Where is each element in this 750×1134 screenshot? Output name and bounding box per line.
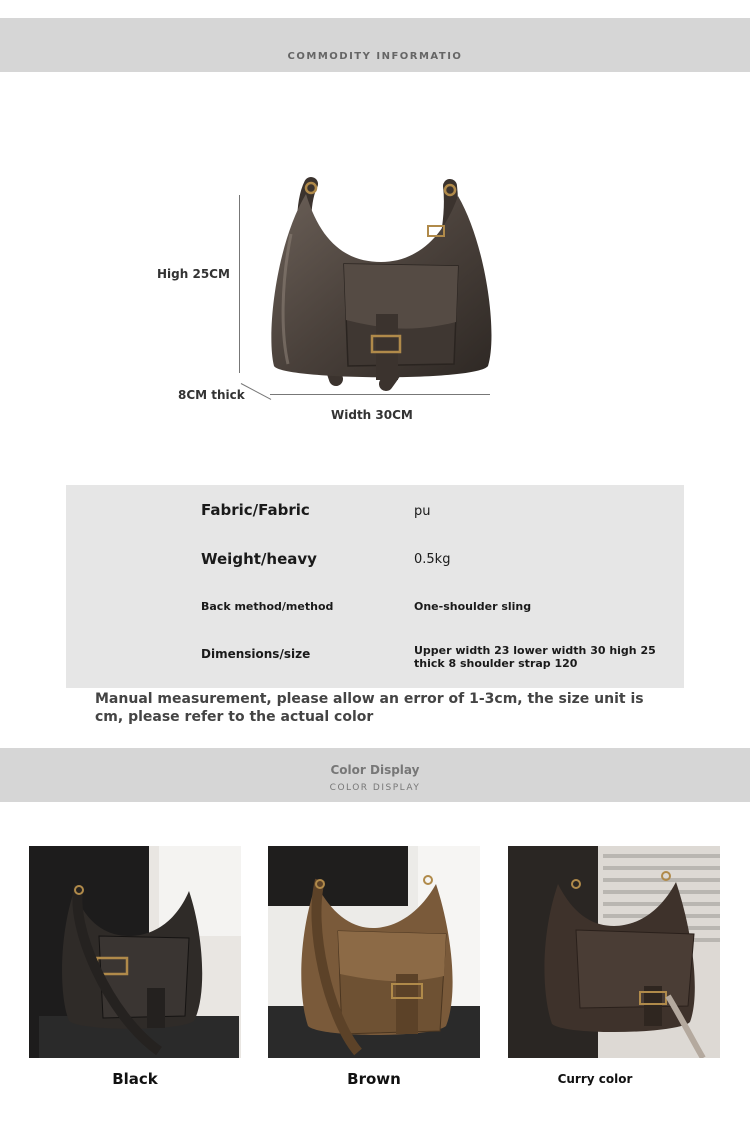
hero-bag-image — [236, 174, 498, 400]
spec-value: pu — [414, 504, 431, 519]
width-label: Width 30CM — [331, 408, 413, 422]
color-photo-brown[interactable] — [268, 846, 480, 1058]
color-name-brown: Brown — [347, 1070, 401, 1088]
spec-value-line-2: thick 8 shoulder strap 120 — [414, 657, 578, 670]
spec-table — [66, 485, 684, 688]
commodity-info-banner — [0, 18, 750, 72]
color-name-black: Black — [112, 1070, 158, 1088]
color-display-subtitle: COLOR DISPLAY — [329, 783, 421, 793]
height-label: High 25CM — [157, 267, 230, 281]
hero-bag-illustration — [236, 174, 498, 400]
spec-label: Dimensions/size — [201, 647, 311, 661]
color-display-banner — [0, 748, 750, 802]
color-name-curry: Curry color — [557, 1072, 633, 1086]
spec-value: One-shoulder sling — [414, 600, 532, 613]
color-photo-curry[interactable] — [508, 846, 720, 1058]
color-photo-black[interactable] — [29, 846, 241, 1058]
spec-label: Fabric/Fabric — [201, 501, 310, 519]
spec-label: Back method/method — [201, 600, 334, 613]
note-line-1: Manual measurement, please allow an error of 1-3cm, the size unit is — [95, 691, 644, 707]
thickness-label: 8CM thick — [178, 388, 245, 402]
color-display-title: Color Display — [330, 763, 420, 777]
spec-value-line-1: Upper width 23 lower width 30 high 25 — [414, 644, 656, 657]
spec-value: 0.5kg — [414, 552, 451, 567]
note-line-2: cm, please refer to the actual color — [95, 709, 374, 725]
measurement-note — [95, 690, 675, 726]
spec-label: Weight/heavy — [201, 550, 317, 568]
banner-title: COMMODITY INFORMATIO — [287, 51, 463, 62]
